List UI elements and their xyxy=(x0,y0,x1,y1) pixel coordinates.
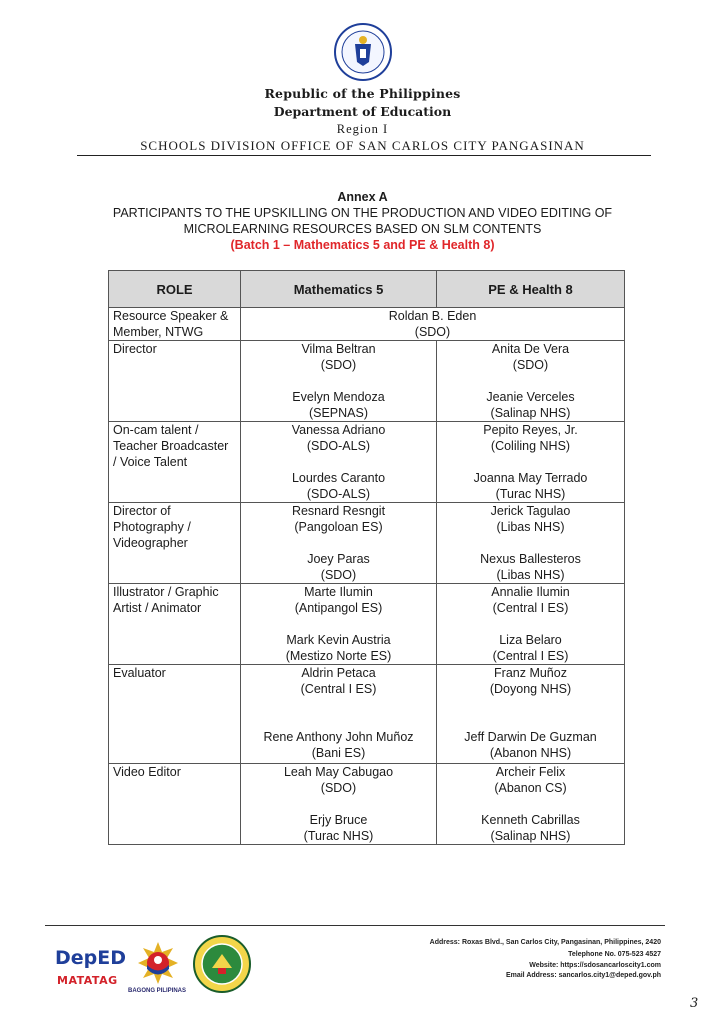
participant-office: (SDO-ALS) xyxy=(306,439,371,453)
footer-email: Email Address: sancarlos.city1@deped.gov.ph xyxy=(505,972,661,979)
pe-cell xyxy=(437,665,625,764)
entry-gap xyxy=(441,454,620,470)
math-cell xyxy=(241,422,437,503)
pe-cell xyxy=(437,584,625,665)
participant-office: (Bani ES) xyxy=(311,746,366,760)
participant-office: (Libas NHS) xyxy=(496,520,565,534)
participant-office: (SDO-ALS) xyxy=(306,487,371,501)
participant-name: Annalie Ilumin xyxy=(491,585,570,599)
participant-office: (SEPNAS) xyxy=(308,406,369,420)
entry-gap xyxy=(245,535,432,551)
participants-table xyxy=(108,270,625,845)
participant-office: (SDO) xyxy=(512,358,549,372)
participant-name: Liza Belaro xyxy=(499,633,562,647)
header-division: SCHOOLS DIVISION OFFICE OF SAN CARLOS CITY PANGASINAN xyxy=(140,138,585,153)
role-line: On-cam talent / xyxy=(113,423,199,437)
footer-address: Address: Roxas Blvd., San Carlos City, Pangasinan, Philippines, 2420 xyxy=(429,939,661,946)
participant-office: (Salinap NHS) xyxy=(490,829,571,843)
participant-name: Mark Kevin Austria xyxy=(286,633,391,647)
entry-gap xyxy=(441,373,620,389)
participant-name: Archeir Felix xyxy=(495,765,566,779)
participant-name: Evelyn Mendoza xyxy=(292,390,385,404)
header-pe: PE & Health 8 xyxy=(437,271,625,308)
participant-name: Lourdes Caranto xyxy=(291,471,386,485)
participant-name: Leah May Cabugao xyxy=(283,765,394,779)
role-line: Evaluator xyxy=(113,666,166,680)
table-row xyxy=(109,764,625,845)
participant-name: Franz Muñoz xyxy=(494,666,567,680)
role-cell xyxy=(109,341,241,422)
entry-gap xyxy=(441,697,620,729)
math-cell xyxy=(241,341,437,422)
table-header-row xyxy=(109,271,625,308)
pe-cell xyxy=(437,503,625,584)
page-number: 3 xyxy=(690,996,699,1011)
header-divider xyxy=(77,155,651,156)
participant-office: (Abanon NHS) xyxy=(489,746,572,760)
participant-office: (Turac NHS) xyxy=(495,487,566,501)
footer-website: Website: https://sdosancarloscity1.com xyxy=(529,962,661,969)
deped-logo-text: DepED xyxy=(55,947,127,969)
table-row xyxy=(109,422,625,503)
entry-gap xyxy=(245,796,432,812)
participant-office: (Doyong NHS) xyxy=(489,682,572,696)
role-cell xyxy=(109,422,241,503)
speaker-name: Roldan B. Eden xyxy=(388,309,477,323)
entry-gap xyxy=(245,697,432,729)
participant-office: (Abanon CS) xyxy=(494,781,567,795)
participant-name: Kenneth Cabrillas xyxy=(481,813,580,827)
bagong-pilipinas-logo xyxy=(133,938,183,988)
participant-office: (SDO) xyxy=(320,358,357,372)
participant-name: Anita De Vera xyxy=(491,342,570,356)
footer-telephone: Telephone No. 075-523 4527 xyxy=(568,951,661,958)
role-line: Director xyxy=(113,342,157,356)
participant-name: Erjy Bruce xyxy=(309,813,368,827)
participant-name: Jeanie Verceles xyxy=(486,390,575,404)
entry-gap xyxy=(441,535,620,551)
role-line: Teacher Broadcaster xyxy=(113,439,229,453)
header-math: Mathematics 5 xyxy=(241,271,437,308)
table-row xyxy=(109,503,625,584)
table-row xyxy=(109,584,625,665)
matatag-logo-text: MATATAG xyxy=(57,974,118,987)
participant-name: Vanessa Adriano xyxy=(291,423,386,437)
deped-seal-logo xyxy=(333,22,393,82)
math-cell xyxy=(241,584,437,665)
participant-office: (Salinap NHS) xyxy=(490,406,571,420)
participant-office: (SDO) xyxy=(320,781,357,795)
participant-office: (Pangoloan ES) xyxy=(294,520,383,534)
bagong-pilipinas-label: BAGONG PILIPINAS xyxy=(128,988,187,994)
entry-gap xyxy=(441,796,620,812)
participant-name: Jerick Tagulao xyxy=(490,504,571,518)
participant-office: (Coliling NHS) xyxy=(490,439,571,453)
entry-gap xyxy=(245,616,432,632)
math-cell xyxy=(241,764,437,845)
role-cell xyxy=(109,584,241,665)
role-line: Director of xyxy=(113,504,171,518)
header-republic: Republic of the Philippines xyxy=(264,86,461,101)
sdo-san-carlos-seal xyxy=(192,934,252,994)
header-department: Department of Education xyxy=(273,104,452,119)
doc-title-line1: PARTICIPANTS TO THE UPSKILLING ON THE PRODUCTION AND VIDEO EDITING OF xyxy=(112,206,613,220)
speaker-office: (SDO) xyxy=(414,325,451,339)
role-line: Member, NTWG xyxy=(113,325,204,339)
participant-office: (Antipangol ES) xyxy=(294,601,383,615)
participant-office: (Central I ES) xyxy=(492,601,569,615)
role-line: Video Editor xyxy=(113,765,181,779)
role-cell xyxy=(109,665,241,764)
table-row-speaker xyxy=(109,308,625,341)
role-cell xyxy=(109,764,241,845)
participant-name: Marte Ilumin xyxy=(304,585,373,599)
participant-name: Resnard Resngit xyxy=(291,504,386,518)
participant-name: Jeff Darwin De Guzman xyxy=(464,730,597,744)
participant-name: Rene Anthony John Muñoz xyxy=(263,730,414,744)
participant-office: (Mestizo Norte ES) xyxy=(285,649,392,663)
role-cell xyxy=(109,308,241,341)
math-cell xyxy=(241,503,437,584)
participant-office: (Central I ES) xyxy=(492,649,569,663)
participant-name: Joanna May Terrado xyxy=(473,471,588,485)
pe-cell xyxy=(437,764,625,845)
participant-office: (Central I ES) xyxy=(300,682,377,696)
participant-name: Pepito Reyes, Jr. xyxy=(483,423,578,437)
participant-name: Joey Paras xyxy=(307,552,370,566)
participant-name: Nexus Ballesteros xyxy=(480,552,581,566)
doc-title-line2: MICROLEARNING RESOURCES BASED ON SLM CONTENTS xyxy=(183,222,542,236)
footer-divider xyxy=(45,925,665,926)
pe-cell xyxy=(437,422,625,503)
entry-gap xyxy=(441,616,620,632)
role-cell xyxy=(109,503,241,584)
table-row xyxy=(109,665,625,764)
role-line: Illustrator / Graphic xyxy=(113,585,219,599)
role-line: Resource Speaker & xyxy=(113,309,229,323)
header-region: Region I xyxy=(336,122,389,136)
table-row xyxy=(109,341,625,422)
batch-subtitle: (Batch 1 – Mathematics 5 and PE & Health 8) xyxy=(230,238,495,252)
speaker-cell xyxy=(241,308,625,341)
participant-name: Vilma Beltran xyxy=(301,342,376,356)
role-line: Videographer xyxy=(113,536,188,550)
participant-office: (SDO) xyxy=(320,568,357,582)
role-line: Photography / xyxy=(113,520,191,534)
role-line: / Voice Talent xyxy=(113,455,188,469)
entry-gap xyxy=(245,373,432,389)
entry-gap xyxy=(245,454,432,470)
header-role: ROLE xyxy=(109,271,241,308)
role-line: Artist / Animator xyxy=(113,601,202,615)
participant-office: (Turac NHS) xyxy=(303,829,374,843)
annex-label: Annex A xyxy=(337,190,388,204)
pe-cell xyxy=(437,341,625,422)
participant-office: (Libas NHS) xyxy=(496,568,565,582)
participant-name: Aldrin Petaca xyxy=(301,666,376,680)
math-cell xyxy=(241,665,437,764)
